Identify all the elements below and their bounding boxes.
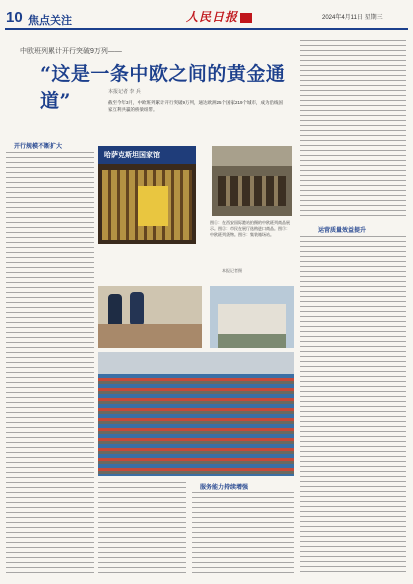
station-facade xyxy=(218,304,286,334)
worker-figure xyxy=(108,294,122,328)
station-plaza xyxy=(218,334,286,348)
text-block xyxy=(6,152,94,574)
photo-rail-yard xyxy=(98,352,294,476)
article-kicker: 中欧班列累计开行突破9万列—— xyxy=(20,48,122,55)
hall-ceiling xyxy=(212,146,292,166)
photo-caption: 图①：在西安国际港站拍摄的中欧班列商品展示。图②：市民在展厅选购进口商品。图③：中欧班列货物。图④：集装箱场站。 xyxy=(210,220,290,237)
photo-credit: 本报记者摄 xyxy=(222,268,242,273)
issue-date: 2024年4月11日 星期三 xyxy=(322,15,383,21)
photo-exhibition-hall xyxy=(212,146,292,216)
yard-sky xyxy=(98,352,294,374)
masthead-seal-icon xyxy=(240,13,252,23)
header-rule xyxy=(5,28,408,30)
text-block xyxy=(192,492,294,576)
masthead xyxy=(186,8,252,25)
article-byline: 本报记者 李 兵 xyxy=(108,89,141,95)
shop-sign-band xyxy=(98,146,196,164)
text-block xyxy=(300,236,406,576)
subheading: 运营质量效益提升 xyxy=(318,228,367,234)
page-header xyxy=(0,0,413,30)
product-box xyxy=(138,186,168,226)
section-name: 焦点关注 xyxy=(28,15,72,27)
text-block xyxy=(98,482,186,576)
article-lead: 截至今年3月，中欧班列累计开行突破9万列，通达欧洲25个国家219个城市，成为沿线国家互利共赢的桥梁纽带。 xyxy=(108,100,284,112)
hall-booths xyxy=(218,176,286,206)
photo-station-building xyxy=(210,286,294,348)
article-title: “这是一条中欧之间的黄金通道” xyxy=(40,63,286,112)
cargo-bags xyxy=(98,324,202,348)
container-trains xyxy=(98,374,294,476)
subheading: 开行规模不断扩大 xyxy=(14,144,63,150)
page-number: 10 xyxy=(6,9,23,26)
shop-sign-text: 哈萨克斯坦国家馆 xyxy=(104,152,160,159)
masthead-text: 人民日报 xyxy=(186,10,239,24)
worker-figure xyxy=(130,292,144,326)
subheading: 服务能力持续增强 xyxy=(200,485,249,491)
text-block xyxy=(300,40,406,220)
photo-workers-cargo xyxy=(98,286,202,348)
photo-shop-interior xyxy=(98,146,196,244)
